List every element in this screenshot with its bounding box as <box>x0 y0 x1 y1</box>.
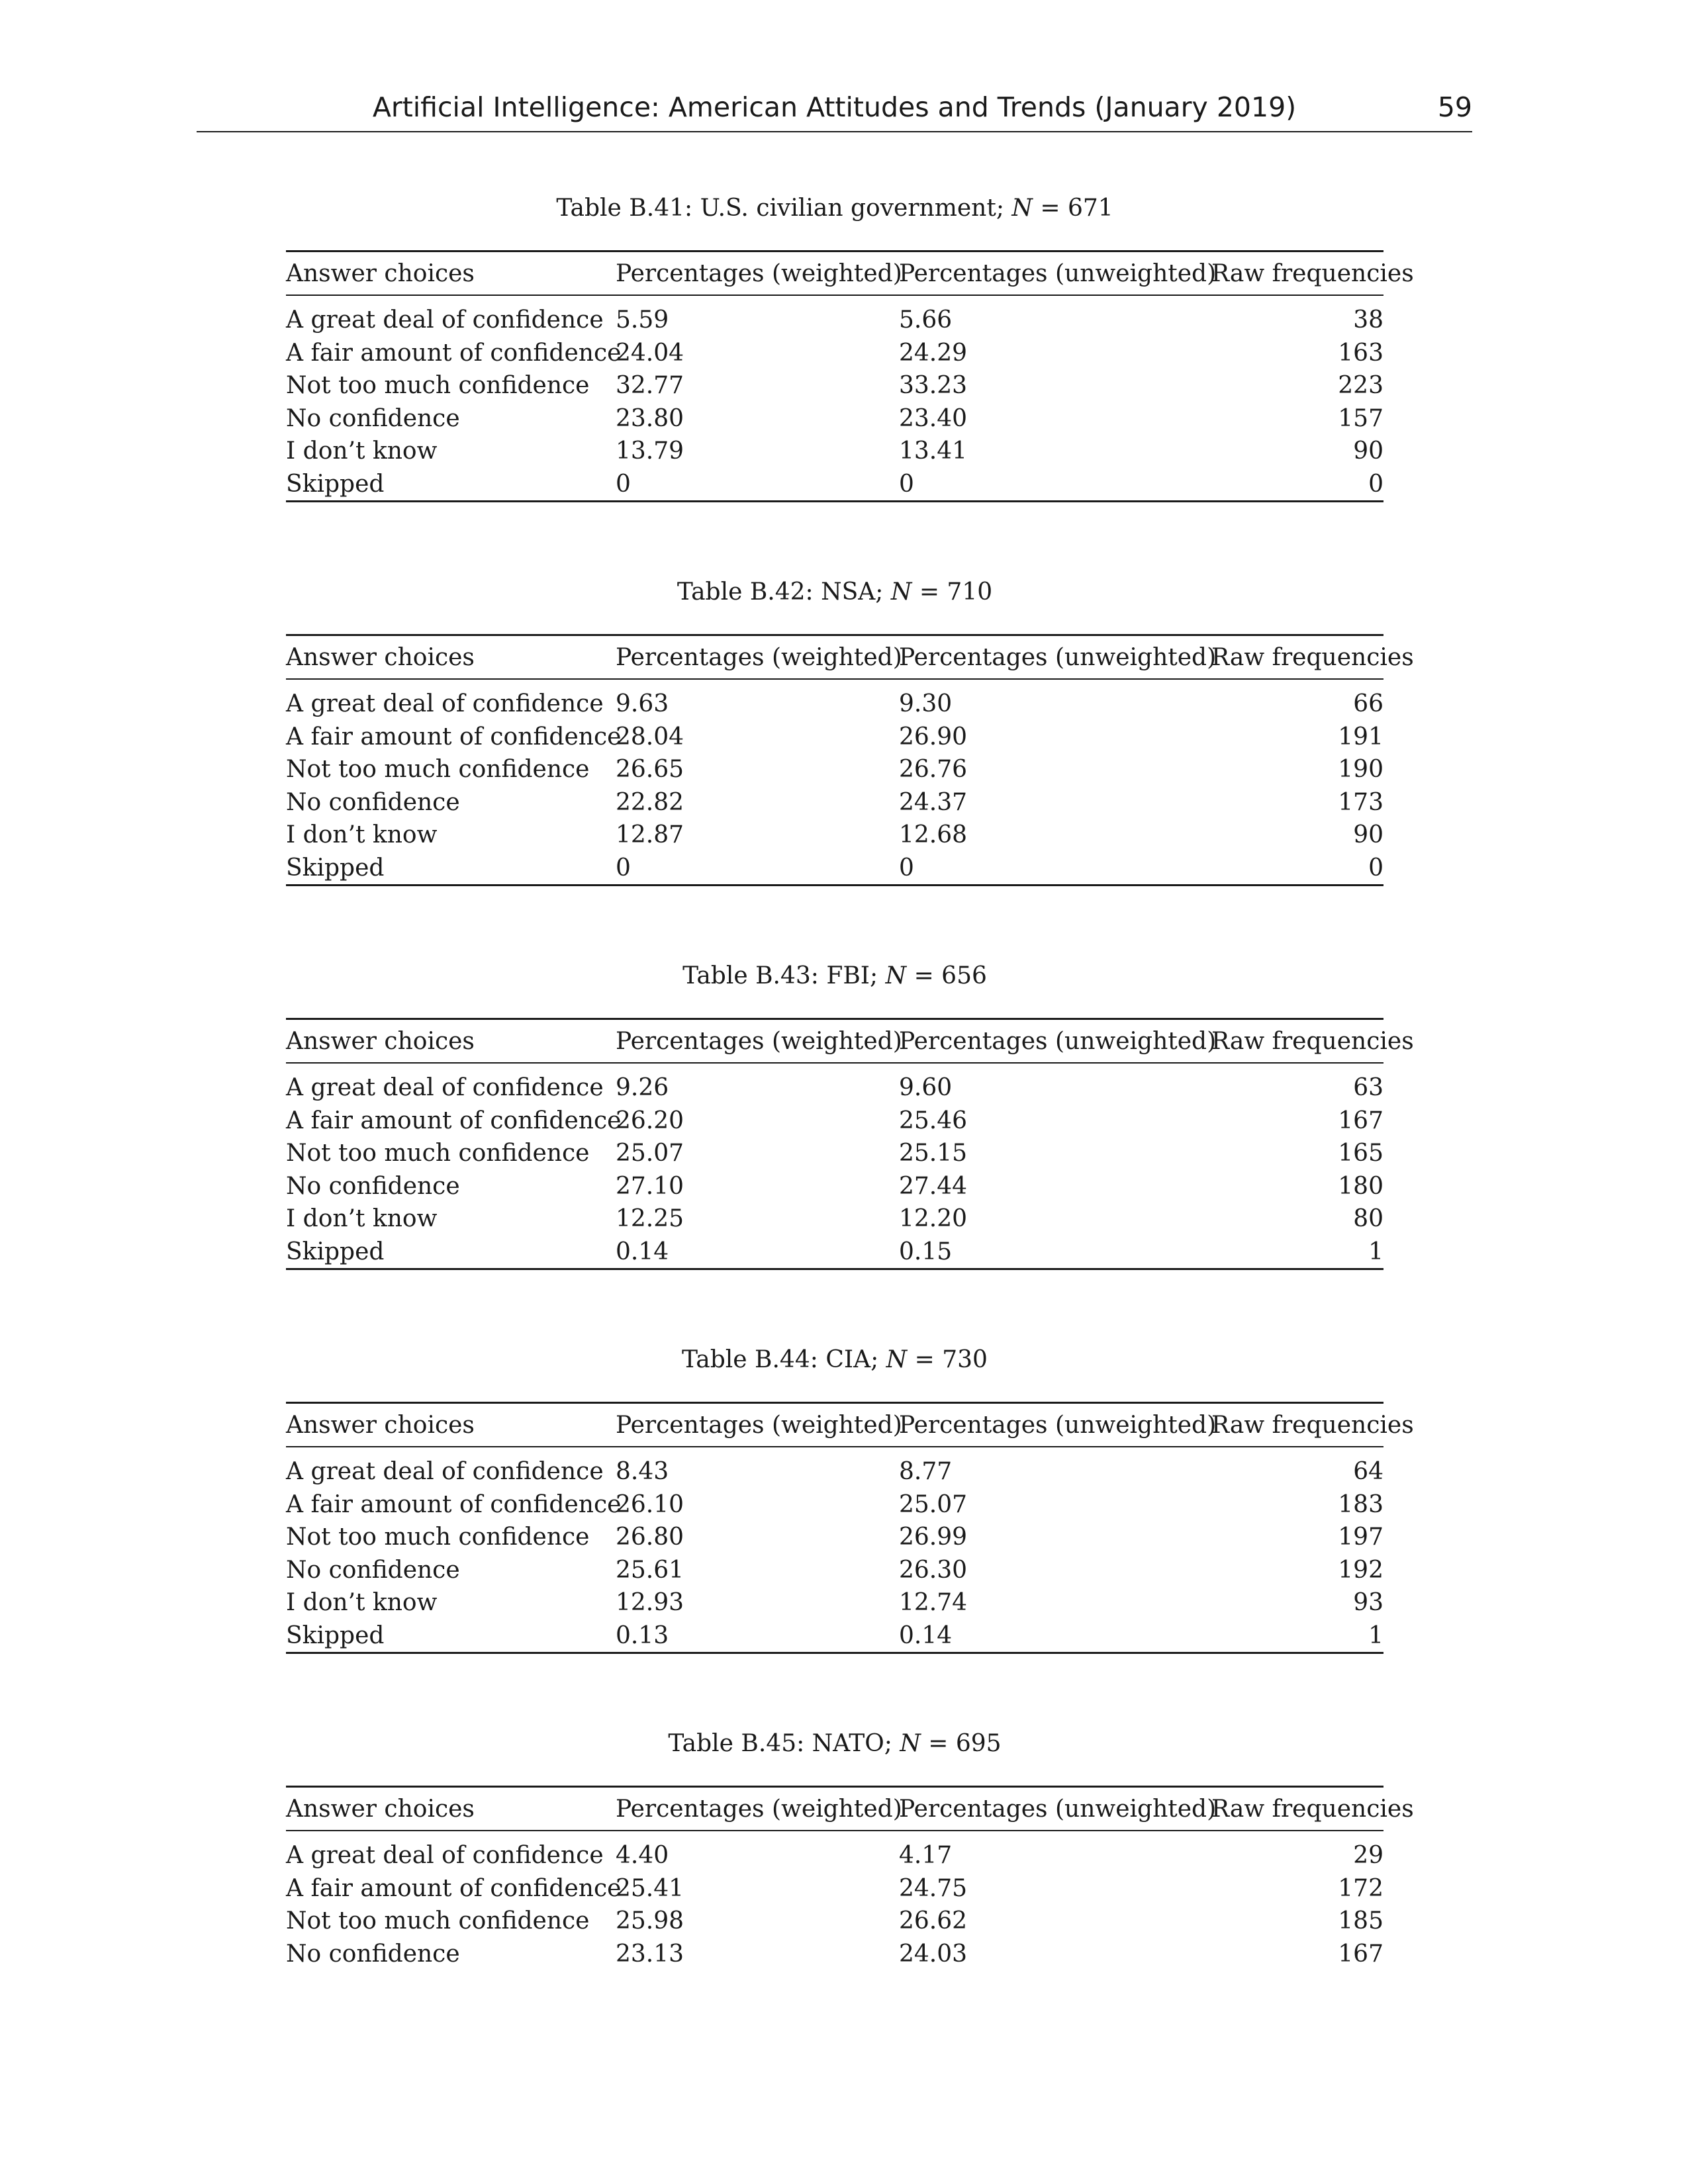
data-table <box>286 250 1414 502</box>
cell-unweighted: 25.07 <box>899 1490 968 1518</box>
cell-unweighted: 0 <box>899 468 1211 502</box>
table-row <box>286 753 1383 786</box>
column-header: Percentages (weighted) <box>616 1787 899 1831</box>
cell-weighted: 12.87 <box>616 821 684 849</box>
cell-unweighted: 26.76 <box>899 756 968 784</box>
table-header-row <box>286 635 1383 680</box>
caption-label: Table B.43: FBI; <box>682 962 878 989</box>
column-header: Percentages (unweighted) <box>899 1019 1211 1064</box>
cell-weighted: 28.04 <box>616 723 684 751</box>
cell-weighted: 26.20 <box>616 1107 684 1134</box>
table-row <box>286 1872 1383 1905</box>
table-row <box>286 337 1383 370</box>
table-row <box>286 786 1383 819</box>
caption-label: Table B.45: NATO; <box>668 1730 892 1757</box>
table-row <box>286 1905 1383 1938</box>
data-table <box>286 1786 1414 1970</box>
column-header: Answer choices <box>286 635 616 680</box>
column-header: Raw frequencies <box>1211 1787 1383 1831</box>
cell-weighted: 27.10 <box>616 1172 684 1200</box>
table-caption <box>286 192 1383 225</box>
cell-unweighted: 26.62 <box>899 1907 968 1935</box>
cell-raw: 66 <box>1353 690 1383 718</box>
cell-raw: 80 <box>1353 1205 1383 1233</box>
table-row <box>286 1105 1383 1138</box>
column-header: Answer choices <box>286 1019 616 1064</box>
cell-answer: Not too much confidence <box>286 372 590 400</box>
cell-raw: 192 <box>1338 1556 1383 1584</box>
table-row <box>286 819 1383 852</box>
running-title: Artificial Intelligence: American Attitudes and Trends (January 2019) <box>372 91 1297 123</box>
cell-weighted: 5.59 <box>616 306 669 334</box>
cell-weighted: 22.82 <box>616 788 684 816</box>
cell-raw: 90 <box>1353 437 1383 465</box>
table-row <box>286 1170 1383 1203</box>
cell-unweighted: 25.15 <box>899 1140 968 1167</box>
n-symbol: N <box>890 578 912 606</box>
column-header: Percentages (unweighted) <box>899 635 1211 680</box>
n-value: = 671 <box>1032 195 1113 222</box>
cell-weighted: 23.13 <box>616 1940 684 1968</box>
cell-raw: 197 <box>1338 1524 1383 1551</box>
cell-raw: 167 <box>1338 1107 1383 1134</box>
cell-raw: 38 <box>1353 306 1383 334</box>
cell-weighted: 9.26 <box>616 1074 669 1102</box>
cell-answer: No confidence <box>286 404 460 432</box>
column-header: Percentages (unweighted) <box>899 251 1211 296</box>
column-header: Raw frequencies <box>1211 251 1383 296</box>
table-row <box>286 1203 1383 1236</box>
cell-answer: No confidence <box>286 1556 460 1584</box>
cell-unweighted: 13.41 <box>899 437 968 465</box>
cell-answer: A fair amount of confidence <box>286 723 622 751</box>
column-header: Percentages (unweighted) <box>899 1787 1211 1831</box>
cell-weighted: 0 <box>616 468 899 502</box>
cell-answer: I don’t know <box>286 1589 438 1617</box>
data-table <box>286 634 1414 886</box>
cell-raw: 163 <box>1338 339 1383 367</box>
cell-unweighted: 12.74 <box>899 1589 968 1617</box>
cell-raw: 173 <box>1338 788 1383 816</box>
table-row <box>286 295 1383 337</box>
cell-raw: 1 <box>1211 1619 1383 1653</box>
cell-raw: 0 <box>1211 468 1383 502</box>
page-number: 59 <box>1437 91 1472 123</box>
table-header-row <box>286 1787 1383 1831</box>
cell-answer: Skipped <box>286 1619 616 1653</box>
table-row <box>286 1554 1383 1587</box>
cell-weighted: 25.07 <box>616 1140 684 1167</box>
cell-weighted: 4.40 <box>616 1842 669 1870</box>
column-header: Raw frequencies <box>1211 1403 1383 1447</box>
cell-answer: A great deal of confidence <box>286 1842 604 1870</box>
column-header: Raw frequencies <box>1211 1019 1383 1064</box>
table-header-row <box>286 1019 1383 1064</box>
cell-raw: 1 <box>1211 1236 1383 1269</box>
table-row <box>286 1236 1383 1269</box>
column-header: Answer choices <box>286 1403 616 1447</box>
n-symbol: N <box>885 962 907 989</box>
cell-unweighted: 24.03 <box>899 1940 968 1968</box>
table-row <box>286 1831 1383 1872</box>
column-header: Answer choices <box>286 1787 616 1831</box>
cell-unweighted: 24.29 <box>899 339 968 367</box>
cell-weighted: 32.77 <box>616 372 684 400</box>
cell-weighted: 25.41 <box>616 1874 684 1902</box>
cell-raw: 93 <box>1353 1589 1383 1617</box>
cell-raw: 63 <box>1353 1074 1383 1102</box>
n-symbol: N <box>886 1346 908 1373</box>
cell-answer: I don’t know <box>286 821 438 849</box>
cell-unweighted: 24.37 <box>899 788 968 816</box>
table-b42-block <box>286 576 1414 886</box>
table-caption <box>286 576 1383 609</box>
cell-answer: A fair amount of confidence <box>286 339 622 367</box>
cell-weighted: 26.65 <box>616 756 684 784</box>
cell-raw: 191 <box>1338 723 1383 751</box>
cell-answer: A fair amount of confidence <box>286 1490 622 1518</box>
cell-weighted: 25.61 <box>616 1556 684 1584</box>
cell-answer: Not too much confidence <box>286 756 590 784</box>
cell-answer: Skipped <box>286 1236 616 1269</box>
n-value: = 656 <box>906 962 987 989</box>
column-header: Percentages (weighted) <box>616 1019 899 1064</box>
cell-raw: 223 <box>1338 372 1383 400</box>
cell-unweighted: 8.77 <box>899 1458 953 1486</box>
n-value: = 695 <box>920 1730 1002 1757</box>
cell-unweighted: 9.30 <box>899 690 953 718</box>
cell-raw: 165 <box>1338 1140 1383 1167</box>
cell-answer: I don’t know <box>286 1205 438 1233</box>
cell-unweighted: 9.60 <box>899 1074 953 1102</box>
cell-answer: No confidence <box>286 1940 460 1968</box>
data-table <box>286 1402 1414 1654</box>
cell-weighted: 8.43 <box>616 1458 669 1486</box>
cell-unweighted: 26.30 <box>899 1556 968 1584</box>
n-symbol: N <box>1011 195 1033 222</box>
table-row <box>286 1521 1383 1554</box>
cell-answer: No confidence <box>286 788 460 816</box>
table-row <box>286 369 1383 402</box>
table-row <box>286 1938 1383 1971</box>
table-b45-block <box>286 1727 1414 1970</box>
cell-weighted: 26.10 <box>616 1490 684 1518</box>
cell-raw: 180 <box>1338 1172 1383 1200</box>
table-caption <box>286 960 1383 993</box>
cell-unweighted: 26.99 <box>899 1524 968 1551</box>
cell-raw: 167 <box>1338 1940 1383 1968</box>
cell-weighted: 12.93 <box>616 1589 684 1617</box>
cell-answer: A fair amount of confidence <box>286 1107 622 1134</box>
cell-raw: 0 <box>1211 852 1383 886</box>
table-row <box>286 679 1383 721</box>
cell-weighted: 12.25 <box>616 1205 684 1233</box>
table-row <box>286 721 1383 754</box>
page-header <box>197 90 1472 132</box>
cell-unweighted: 0.14 <box>899 1619 1211 1653</box>
column-header: Raw frequencies <box>1211 635 1383 680</box>
cell-weighted: 0.14 <box>616 1236 899 1269</box>
cell-weighted: 0 <box>616 852 899 886</box>
table-header-row <box>286 1403 1383 1447</box>
cell-answer: Not too much confidence <box>286 1907 590 1935</box>
cell-raw: 183 <box>1338 1490 1383 1518</box>
column-header: Percentages (weighted) <box>616 1403 899 1447</box>
n-value: = 730 <box>907 1346 988 1373</box>
cell-unweighted: 24.75 <box>899 1874 968 1902</box>
cell-answer: Not too much confidence <box>286 1524 590 1551</box>
cell-raw: 90 <box>1353 821 1383 849</box>
cell-answer: Skipped <box>286 852 616 886</box>
caption-label: Table B.44: CIA; <box>682 1346 879 1373</box>
column-header: Percentages (weighted) <box>616 251 899 296</box>
data-table <box>286 1018 1414 1270</box>
n-symbol: N <box>900 1730 921 1757</box>
cell-weighted: 25.98 <box>616 1907 684 1935</box>
table-row <box>286 402 1383 435</box>
cell-weighted: 23.80 <box>616 404 684 432</box>
cell-unweighted: 4.17 <box>899 1842 953 1870</box>
table-b44-block <box>286 1343 1414 1654</box>
table-row <box>286 1063 1383 1105</box>
column-header: Percentages (weighted) <box>616 635 899 680</box>
column-header: Answer choices <box>286 251 616 296</box>
cell-unweighted: 12.20 <box>899 1205 968 1233</box>
cell-raw: 185 <box>1338 1907 1383 1935</box>
cell-answer: A fair amount of confidence <box>286 1874 622 1902</box>
cell-raw: 64 <box>1353 1458 1383 1486</box>
table-b41-block <box>286 192 1414 502</box>
table-row <box>286 1619 1383 1653</box>
table-row <box>286 1586 1383 1619</box>
cell-unweighted: 5.66 <box>899 306 953 334</box>
cell-raw: 29 <box>1353 1842 1383 1870</box>
table-row <box>286 1447 1383 1488</box>
cell-answer: A great deal of confidence <box>286 1074 604 1102</box>
cell-weighted: 24.04 <box>616 339 684 367</box>
cell-unweighted: 0 <box>899 852 1211 886</box>
cell-weighted: 26.80 <box>616 1524 684 1551</box>
caption-label: Table B.42: NSA; <box>677 578 884 606</box>
n-value: = 710 <box>912 578 993 606</box>
cell-unweighted: 23.40 <box>899 404 968 432</box>
caption-label: Table B.41: U.S. civilian government; <box>556 195 1004 222</box>
cell-unweighted: 27.44 <box>899 1172 968 1200</box>
table-row <box>286 852 1383 886</box>
cell-raw: 157 <box>1338 404 1383 432</box>
cell-weighted: 9.63 <box>616 690 669 718</box>
cell-raw: 172 <box>1338 1874 1383 1902</box>
cell-weighted: 13.79 <box>616 437 684 465</box>
cell-answer: I don’t know <box>286 437 438 465</box>
cell-unweighted: 26.90 <box>899 723 968 751</box>
cell-unweighted: 25.46 <box>899 1107 968 1134</box>
cell-answer: A great deal of confidence <box>286 690 604 718</box>
cell-unweighted: 0.15 <box>899 1236 1211 1269</box>
table-caption <box>286 1343 1383 1377</box>
cell-answer: Not too much confidence <box>286 1140 590 1167</box>
table-row <box>286 1488 1383 1522</box>
cell-unweighted: 33.23 <box>899 372 968 400</box>
table-row <box>286 435 1383 468</box>
cell-unweighted: 12.68 <box>899 821 968 849</box>
cell-raw: 190 <box>1338 756 1383 784</box>
cell-answer: A great deal of confidence <box>286 306 604 334</box>
cell-answer: No confidence <box>286 1172 460 1200</box>
column-header: Percentages (unweighted) <box>899 1403 1211 1447</box>
table-row <box>286 1137 1383 1170</box>
cell-weighted: 0.13 <box>616 1619 899 1653</box>
table-header-row <box>286 251 1383 296</box>
table-b43-block <box>286 960 1414 1270</box>
cell-answer: Skipped <box>286 468 616 502</box>
table-row <box>286 468 1383 502</box>
table-caption <box>286 1727 1383 1760</box>
cell-answer: A great deal of confidence <box>286 1458 604 1486</box>
